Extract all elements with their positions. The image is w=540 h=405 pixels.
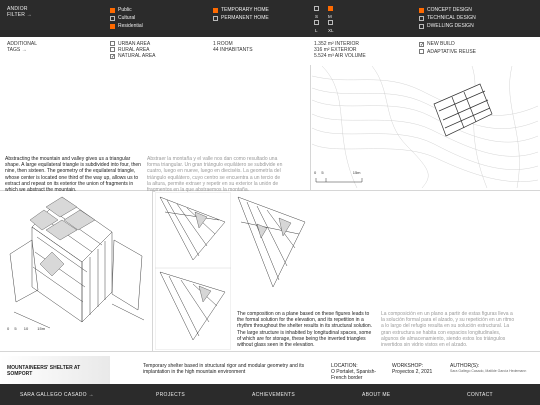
construction-tags [419,41,476,55]
checkbox-icon[interactable] [419,24,424,29]
checkbox-icon [110,54,115,59]
size-l-checkbox[interactable] [314,20,319,25]
project-title: MOUNTAINEERS' SHELTER AT SOMPORT [7,365,81,377]
nav-achievements[interactable]: ACHIEVEMENTS [252,392,296,398]
authors-info: AUTHOR(S): Sara Gallego Casado, Matilde García Hedemann [450,363,527,373]
filter-bar [0,0,540,37]
setting-tags [110,41,156,59]
nav-about-me[interactable]: ABOUT ME [362,392,391,398]
workshop-info: WORKSHOP: Proyectos 2, 2021 [392,363,433,375]
checkbox-icon[interactable] [110,8,115,13]
size-s-checkbox[interactable] [314,6,319,11]
nav-projects[interactable]: PROJECTS [156,392,186,398]
stage-filter-group [419,6,476,30]
tag-adaptative-reuse: ADAPTATIVE REUSE [419,49,476,55]
tag-new-build: ✓NEW BUILD [419,41,476,47]
size-xl-label: XL [328,28,334,33]
elevation-drawing [233,192,309,302]
capacity-info [213,41,253,53]
air-volume: 5.524 m³ AIR VOLUME [314,53,366,59]
checkbox-icon[interactable] [419,16,424,21]
checkbox-icon[interactable] [110,16,115,21]
filter-permanent-home[interactable]: PERMANENT HOME [213,14,269,22]
dimensions-info [314,41,366,59]
concept-text-en: Abstracting the mountain and valley gives us a triangular shape. A large equilateral triangle is subdivided into four, then nine, then sixteen. The geometry of the equilateral triangle, whose center is located one third of the way up, allows us to extract and repeat on its exterior the union of fragments in which we abstract the mountain. [5,156,141,194]
site-plan-scale: 0 5 15m [314,170,361,175]
size-filter-group [314,6,350,34]
divider [310,65,311,190]
site-footer [0,384,540,405]
filter-residential[interactable]: Residential [110,22,143,30]
checkbox-icon [110,41,115,46]
structure-text-es: La composición en un plano a partir de estas figuras lleva a la solución formal para el alzado, y su repetición en un ritmo a lo largo del refugio resulta en su solución estructural. La gran estructura se habita con espacios longitudinales, algunos de almacenamiento, siendo estos los triángulos invertidos sin vidrio vistos en el alzado. [381,311,515,349]
axonometric-drawing [2,192,152,332]
filter-dwelling-design[interactable]: DWELLING DESIGN [419,22,476,30]
section-drawing [155,192,231,350]
checkbox-icon[interactable] [110,24,115,29]
tenure-filter-group [213,6,269,22]
size-xl-checkbox[interactable] [328,20,333,25]
checkbox-icon [419,42,424,47]
tag-rural-area: RURAL AREA [110,47,156,53]
author-link[interactable]: SARA GALLEGO CASADO → [20,392,94,398]
checkbox-icon[interactable] [213,8,218,13]
nav-contact[interactable]: CONTACT [467,392,493,398]
filter-toggle[interactable]: ANDIOR FILTER → [7,6,32,18]
filter-public[interactable]: Public [110,6,143,14]
additional-tags-link[interactable]: ADDITIONAL TAGS → [7,41,37,53]
size-m-checkbox[interactable] [328,6,333,11]
project-info [0,352,540,384]
filter-concept-design[interactable]: CONCEPT DESIGN [419,6,476,14]
filter-cultural[interactable]: Cultural [110,14,143,22]
inhabitants-count: 44 INHABITANTS [213,47,253,53]
interior-area: 1.352 m² INTERIOR [314,41,360,47]
filter-temporary-home[interactable]: TEMPORARY HOME [213,6,269,14]
project-attributes [0,37,540,65]
checkbox-icon [419,49,424,54]
concept-text-es: Abstraer la montaña y el valle nos dan como resultado una forma triangular. Un gran triángulo equilátero se subdivide en cuatro, luego en nueve, luego en dieciséis. La geometría del triángulo equilátero, cuyo centro se encuentra a un tercio de la altura, permite extraer y repetir en su exterior la unión de fragmentos en la que abstraemos la montaña. [147,156,283,194]
checkbox-icon [110,47,115,52]
checkbox-icon[interactable] [213,16,218,21]
size-l-label: L [315,28,318,33]
checkbox-icon[interactable] [419,8,424,13]
tag-natural-area: ✓NATURAL AREA [110,53,156,59]
divider [152,190,153,352]
type-filter-group [110,6,143,30]
tag-urban-area: URBAN AREA [110,41,156,47]
rooms-count: 1 ROOM [213,41,233,47]
exterior-area: 316 m² EXTERIOR [314,47,357,53]
project-summary: Temporary shelter based in structural rigor and modular geometry and its implantation in the high mountain environment [143,363,305,375]
size-m-label: M [328,14,332,19]
axon-scale: 0 5 10 15m [7,326,46,331]
structure-text-en: The composition on a plane based on these figures leads to the formal solution for the elevation, and its repetition in a rhythm throughout the shelter results in its structural solution. The large structure is inhabited by longitudinal spaces, some of which are for storage, these being the inverted triangles without glass seen in the elevation. [237,311,373,349]
filter-technical-design[interactable]: TECHNICAL DESIGN [419,14,476,22]
location-info: LOCATION: O Portalet, Spanish-French border [331,363,377,381]
size-s-label: S [315,14,319,19]
